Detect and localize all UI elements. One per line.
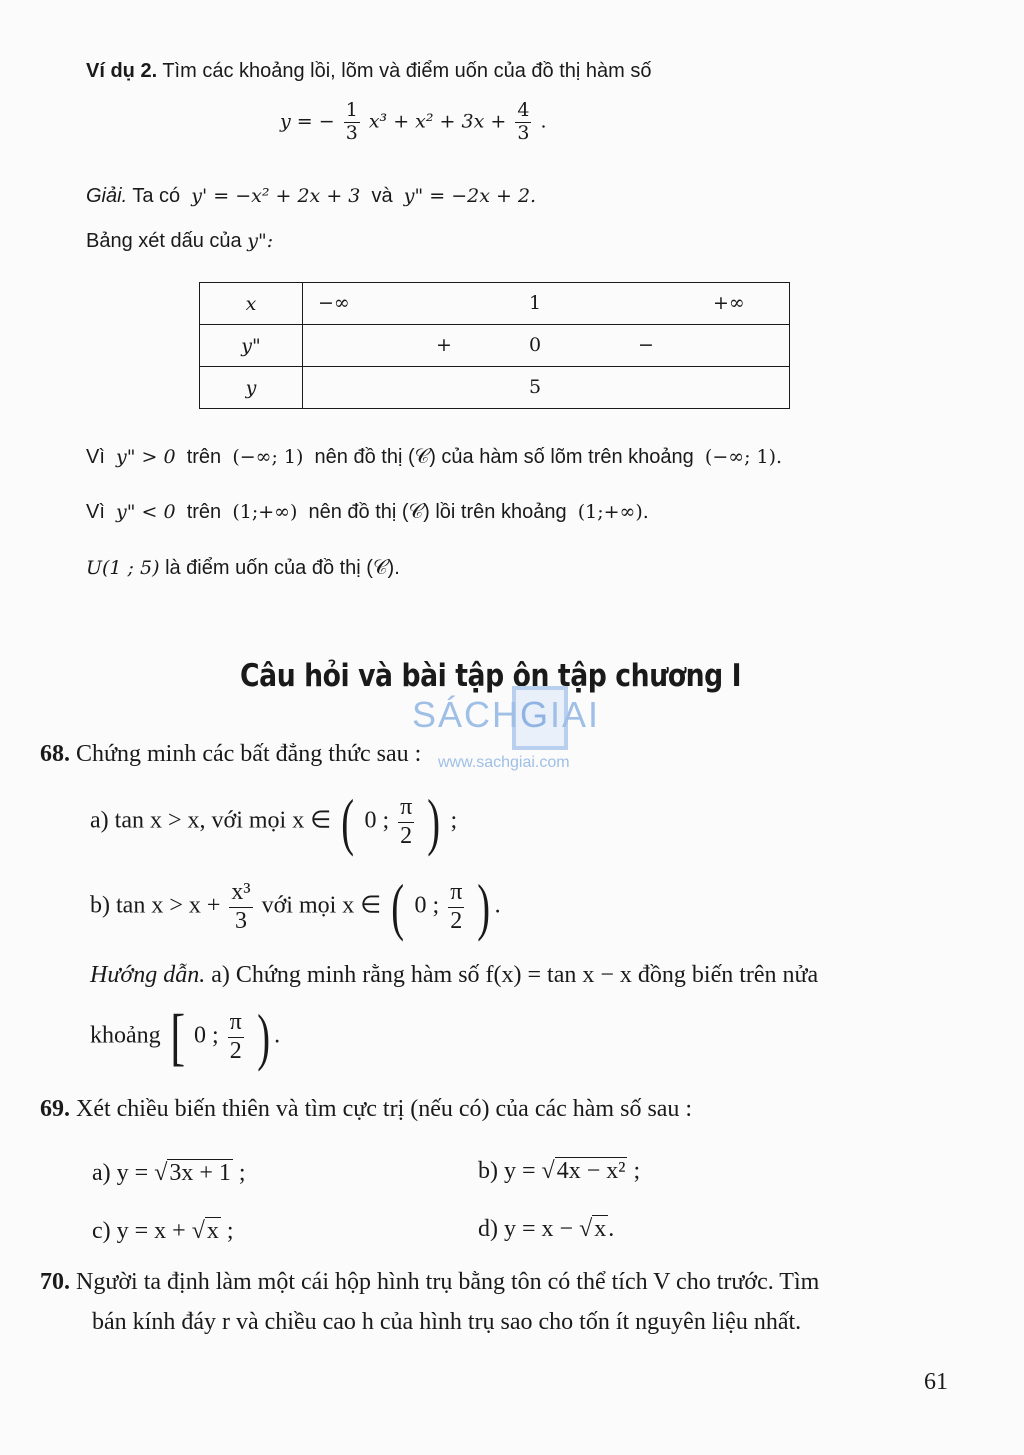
exercise-number: 69. <box>40 1096 70 1122</box>
second-derivative: y" = −2x + 2. <box>403 185 537 207</box>
fraction-pi-over-two: $\frac{\pi}{2}$ <box>229 1008 242 1064</box>
solution-label: Giải. <box>86 185 128 207</box>
table-row: y" + 0 − <box>200 325 790 367</box>
hint-label: Hướng dẫn. <box>90 962 206 988</box>
fraction-pi-over-two: $\frac{\pi}{2}$ <box>400 793 413 849</box>
exercise-69-d: d) y = x − √x. <box>478 1216 615 1242</box>
fraction-x-cubed-over-three: $\frac{\text{x³}}{3}$ <box>231 878 251 934</box>
exercise-69-a: a) y = √3x + 1 ; <box>92 1160 246 1186</box>
table-row: y 5 <box>200 367 790 409</box>
exercise-70-line2: bán kính đáy r và chiều cao h của hình trụ sao cho tốn ít nguyên liệu nhất. <box>92 1309 802 1335</box>
exercise-68-hint-interval: khoảng [ 0 ; $\frac{\pi}{2}$ ) . <box>90 1001 281 1072</box>
watermark-url: www.sachgiai.com <box>438 754 570 771</box>
square-root: √3x + 1 <box>154 1160 231 1186</box>
square-root: √4x − x² <box>541 1158 626 1184</box>
example-text: Tìm các khoảng lồi, lõm và điểm uốn của đồ thị hàm số <box>162 60 652 82</box>
table-row: x −∞ 1 +∞ <box>200 283 790 325</box>
fraction-four-thirds: $\frac{4}{3}$ <box>517 99 530 144</box>
page-number: 61 <box>924 1369 948 1395</box>
exercise-number: 70. <box>40 1269 70 1295</box>
exercise-68: 68. Chứng minh các bất đẳng thức sau : <box>40 741 422 767</box>
exercise-68-b: b) tan x > x + $\frac{\text{x³}}{3}$ với mọi x ∈ ( 0 ; $\frac{\pi}{2}$ ) . <box>90 871 501 942</box>
exercise-number: 68. <box>40 741 70 767</box>
first-derivative: y' = −x² + 2x + 3 <box>191 185 361 207</box>
exercise-68-a: a) tan x > x, với mọi x ∈ ( 0 ; $\frac{\pi}{2}$ ) ; <box>90 786 458 857</box>
sign-table <box>199 282 790 409</box>
concave-statement: Vì y" > 0 trên (−∞; 1) nên đồ thị (𝒞) của hàm số lõm trên khoảng (−∞; 1). <box>86 446 783 468</box>
convex-statement: Vì y" < 0 trên (1;+∞) nên đồ thị (𝒞) lồi trên khoảng (1;+∞). <box>86 501 649 523</box>
exercise-70: 70. Người ta định làm một cái hộp hình trụ bằng tôn có thể tích V cho trước. Tìm <box>40 1269 820 1295</box>
exercise-69-b: b) y = √4x − x² ; <box>478 1158 641 1184</box>
square-root: √x <box>579 1216 607 1242</box>
table-intro: Bảng xét dấu của y": <box>86 230 274 252</box>
watermark-brand: SÁCHGIAI <box>412 694 601 735</box>
example-heading <box>86 60 651 83</box>
fraction-one-third: $\frac{1}{3}$ <box>345 99 358 144</box>
example-equation: y = − $\frac{1}{3}$ x³ + x² + 3x + $\frac{4}{3}$ . <box>280 99 547 144</box>
section-title: Câu hỏi và bài tập ôn tập chương I <box>240 658 742 694</box>
exercise-68-hint: Hướng dẫn. a) Chứng minh rằng hàm số f(x) = tan x − x đồng biến trên nửa <box>90 962 819 988</box>
example-label: Ví dụ 2. <box>86 60 158 82</box>
inflection-statement: U(1 ; 5) là điểm uốn của đồ thị (𝒞). <box>86 557 400 579</box>
exercise-69: 69. Xét chiều biến thiên và tìm cực trị (nếu có) của các hàm số sau : <box>40 1096 693 1122</box>
square-root: √x <box>191 1218 219 1244</box>
solution-line: Giải. Ta có y' = −x² + 2x + 3 và y" = −2x + 2. <box>86 185 537 207</box>
fraction-pi-over-two: $\frac{\pi}{2}$ <box>450 878 463 934</box>
exercise-69-c: c) y = x + √x ; <box>92 1218 234 1244</box>
